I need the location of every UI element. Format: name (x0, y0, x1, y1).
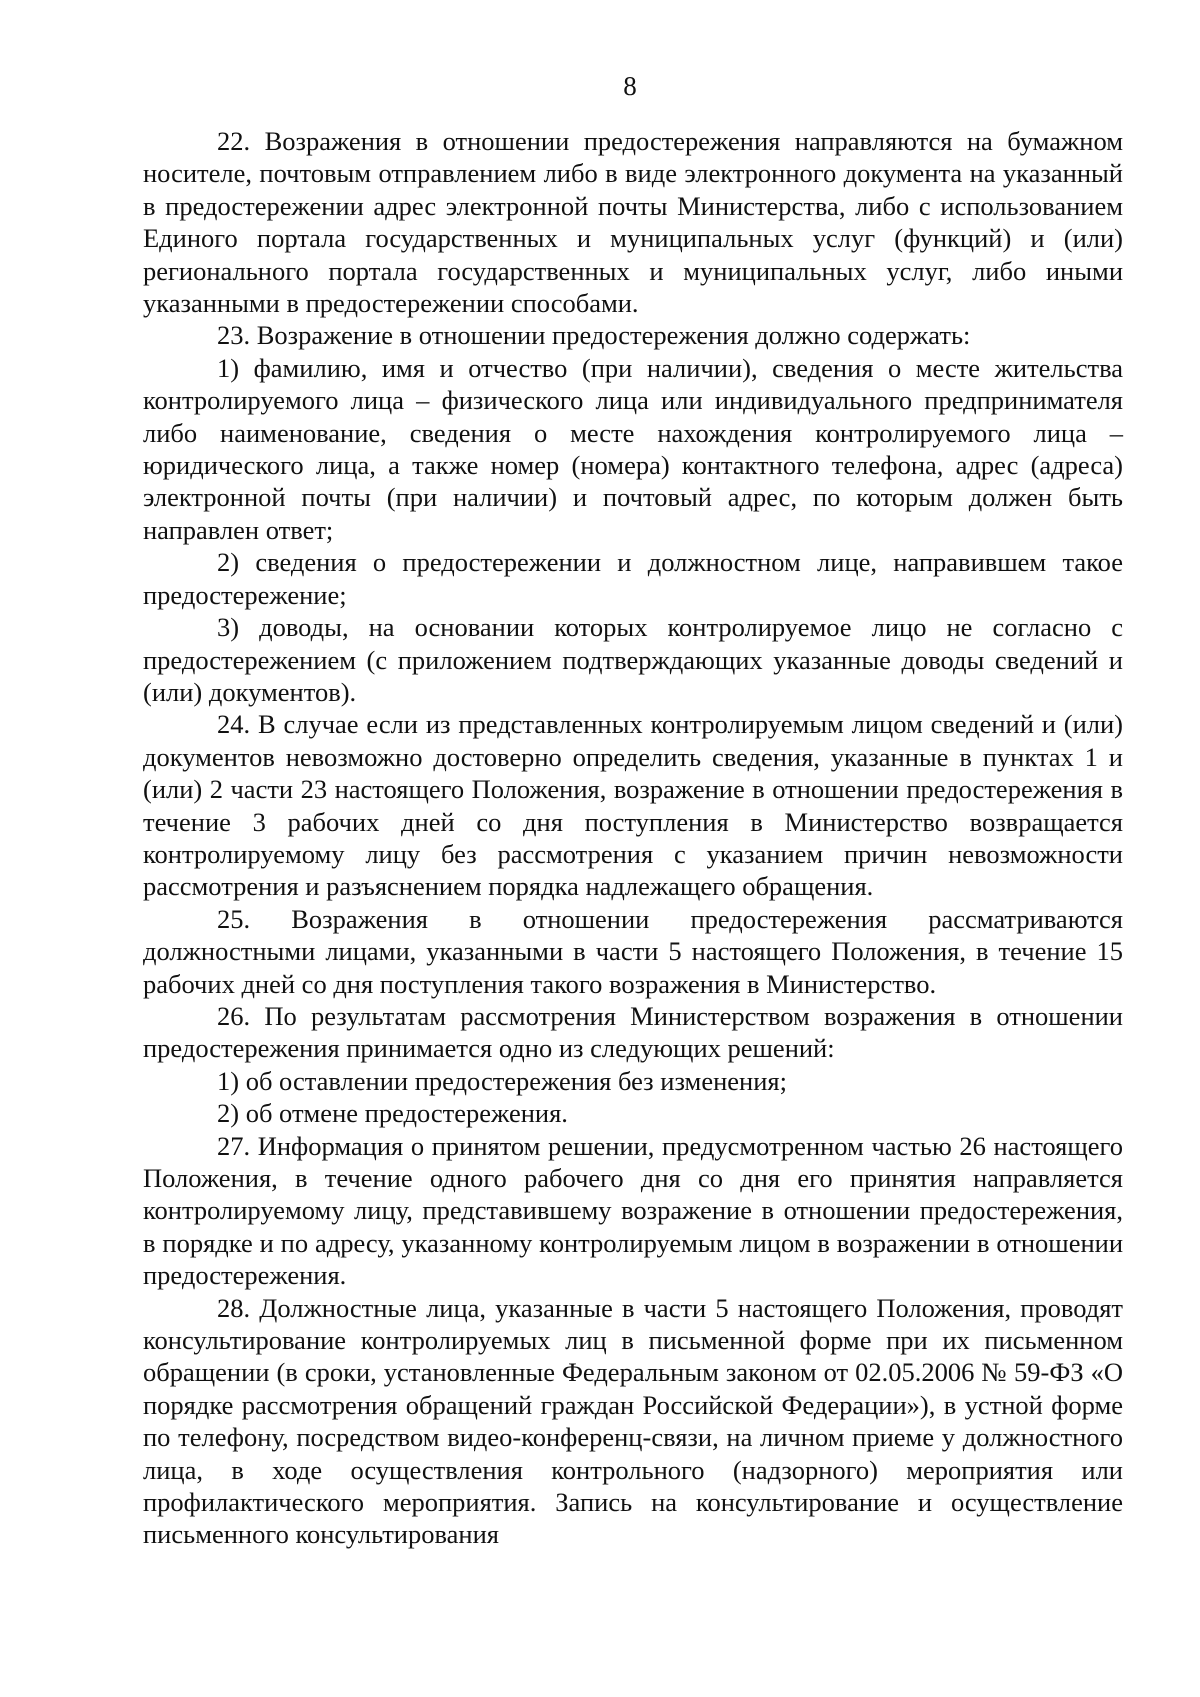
paragraph-23-item-2: 2) сведения о предостережении и должностном лице, направившем такое предостережение; (143, 547, 1123, 610)
page-number: 8 (623, 71, 637, 101)
document-body (143, 125, 1123, 1551)
paragraph-22: 22. Возражения в отношении предостережения направляются на бумажном носителе, почтовым отправлением либо в виде электронного документа на указанный в предостережении адрес электронной почты Министерства, либо с использованием Единого портала государственных и муниципальных услуг (функций) и (или) регионального портала государственных и муниципальных услуг, либо иными указанными в предостережении способами. (143, 126, 1123, 319)
paragraph-23-item-1: 1) фамилию, имя и отчество (при наличии), сведения о месте жительства контролируемого лица – физического лица или индивидуального предпринимателя либо наименование, сведения о месте нахождения контролируемого лица – юридического лица, а также номер (номера) контактного телефона, адрес (адреса) электронной почты (при наличии) и почтовый адрес, по которым должен быть направлен ответ; (143, 352, 1123, 545)
paragraph-27: 27. Информация о принятом решении, предусмотренном частью 26 настоящего Положения, в течение одного рабочего дня со дня его принятия направляется контролируемому лицу, представившему возражение в отношении предостережения, в порядке и по адресу, указанному контролируемым лицом в возражении в отношении предостережения. (143, 1130, 1123, 1291)
paragraph-28: 28. Должностные лица, указанные в части 5 настоящего Положения, проводят консультирование контролируемых лиц в письменной форме при их письменном обращении (в сроки, установленные Федеральным законом от 02.05.2006 № 59-ФЗ «О порядке рассмотрения обращений граждан Российской Федерации»), в устной форме по телефону, посредством видео-конференц-связи, на личном приеме у должностного лица, в ходе осуществления контрольного (надзорного) мероприятия или профилактического мероприятия. Запись на консультирование и осуществление письменного консультирования (143, 1292, 1123, 1550)
paragraph-26: 26. По результатам рассмотрения Министерством возражения в отношении предостережения принимается одно из следующих решений: (143, 1000, 1123, 1064)
paragraph-24: 24. В случае если из представленных контролируемым лицом сведений и (или) документов невозможно достоверно определить сведения, указанные в пунктах 1 и (или) 2 части 23 настоящего Положения, возражение в отношении предостережения в течение 3 рабочих дней со дня поступления в Министерство возвращается контролируемому лицу без рассмотрения с указанием причин невозможности рассмотрения и разъяснением порядка надлежащего обращения. (143, 709, 1123, 902)
paragraph-26-item-2: 2) об отмене предостережения. (217, 1098, 568, 1129)
paragraph-23: 23. Возражение в отношении предостережения должно содержать: (217, 320, 971, 351)
paragraph-23-item-3: 3) доводы, на основании которых контролируемое лицо не согласно с предостережением (с приложением подтверждающих указанные доводы сведений и (или) документов). (143, 612, 1123, 707)
paragraph-26-item-1: 1) об оставлении предостережения без изменения; (217, 1065, 787, 1096)
paragraph-25: 25. Возражения в отношении предостережения рассматриваются должностными лицами, указанными в части 5 настоящего Положения, в течение 15 рабочих дней со дня поступления такого возражения в Министерство. (143, 903, 1123, 999)
